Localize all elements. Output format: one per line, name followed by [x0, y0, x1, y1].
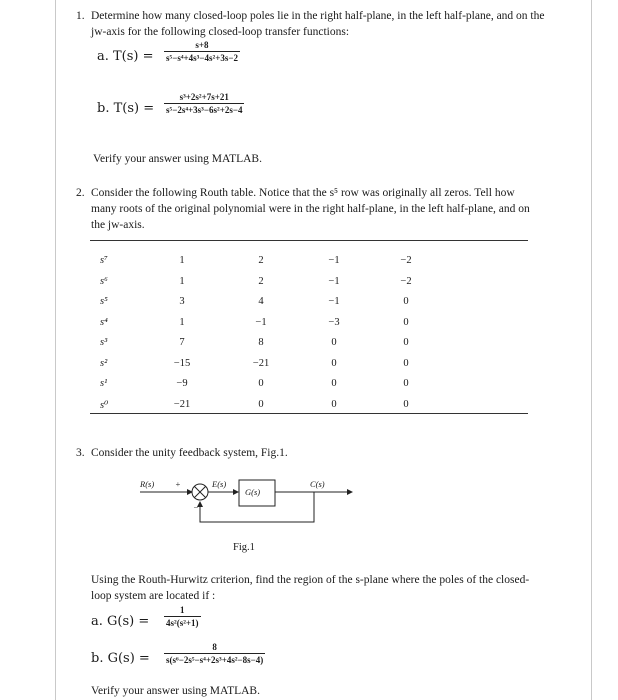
routh-cell: 2: [258, 275, 264, 287]
q2-number: 2.: [76, 187, 85, 199]
routh-cell: 2: [258, 255, 264, 266]
q3a-denominator: 4s²(s²+1): [166, 618, 199, 628]
q3b-numerator: 8: [212, 642, 217, 652]
plus-sign: +: [175, 479, 181, 489]
routh-row-power: s²: [100, 357, 108, 369]
q3b-denominator: s(s⁶−2s⁵−s⁴+2s³+4s²−8s−4): [166, 655, 264, 665]
q1a-denominator: s⁵−s⁴+4s³−4s²+3s−2: [166, 53, 238, 63]
routh-cell: 0: [403, 337, 409, 348]
q2-text-line2: many roots of the original polynomial were in the right half-plane, in the left half-plane, and on: [91, 203, 530, 215]
q3-text: Consider the unity feedback system, Fig.1.: [91, 447, 288, 459]
routh-cell: 0: [258, 378, 264, 389]
routh-cell: −9: [176, 378, 188, 389]
routh-cell: −2: [400, 275, 412, 287]
routh-cell: 0: [331, 398, 337, 410]
q1-text-line2: jw-axis for the following closed-loop transfer functions:: [91, 26, 350, 38]
routh-cell: 0: [331, 378, 337, 389]
routh-cell: 1: [179, 255, 185, 266]
q1-text-line1: Determine how many closed-loop poles lie in the right half-plane, in the left half-plane, and on the: [91, 10, 545, 22]
q3b-label: b. G(s) =: [91, 651, 150, 666]
q1-verify: Verify your answer using MATLAB.: [93, 153, 262, 165]
error-label: E(s): [212, 479, 227, 489]
figure-caption: Fig.1: [233, 542, 255, 553]
summing-junction: [192, 484, 208, 500]
routh-cell: 1: [179, 316, 185, 328]
routh-cell: 0: [331, 337, 337, 348]
routh-table-bottom-rule: [90, 413, 528, 414]
routh-row-power: s¹: [100, 378, 108, 389]
q2-text-line3: the jw-axis.: [91, 219, 145, 231]
routh-row-power: s⁶: [100, 275, 108, 287]
q1a-numerator: s+8: [195, 40, 209, 50]
routh-cell: −15: [173, 357, 191, 369]
q3a-label: a. G(s) =: [91, 614, 150, 629]
routh-cell: 7: [179, 337, 185, 348]
routh-cell: −1: [255, 316, 267, 328]
routh-cell: 0: [403, 296, 409, 307]
q1a-label: a. T(s) =: [97, 49, 154, 64]
routh-cell: 4: [258, 296, 264, 307]
routh-row-power: s⁰: [100, 399, 109, 411]
q1b-denominator: s⁵−2s⁴+3s³−6s²+2s−4: [166, 105, 243, 115]
routh-cell: 0: [403, 316, 409, 328]
q2-text-line1: Consider the following Routh table. Notice that the s⁵ row was originally all zeros. Tell how: [91, 187, 515, 199]
routh-cell: −3: [328, 316, 340, 328]
routh-cell: 0: [403, 378, 409, 389]
input-label: R(s): [140, 479, 155, 489]
plant-label: G(s): [245, 487, 261, 497]
minus-sign: −: [193, 502, 199, 512]
routh-cell: 0: [403, 357, 409, 369]
q3-number: 3.: [76, 447, 85, 459]
q3a-fraction: [164, 605, 201, 629]
routh-cell: −2: [400, 255, 412, 266]
routh-cell: 0: [403, 398, 409, 410]
q3a-numerator: 1: [180, 605, 185, 615]
q1b-label: b. T(s) =: [97, 101, 155, 116]
routh-cell: 3: [179, 296, 185, 307]
q1a-fraction: [164, 40, 240, 64]
routh-cell: 0: [258, 398, 264, 410]
q3-text2-line2: loop system are located if :: [91, 590, 216, 602]
routh-row-power: s⁴: [100, 316, 108, 328]
q1b-numerator: s³+2s²+7s+21: [179, 92, 229, 102]
routh-cell: −21: [173, 398, 191, 410]
routh-cell: 8: [258, 337, 264, 348]
routh-cell: 0: [331, 357, 337, 369]
q1b-fraction: [164, 92, 244, 116]
routh-row-power: s³: [100, 337, 108, 348]
routh-cell: −1: [328, 275, 340, 287]
routh-cell: −1: [328, 296, 340, 307]
output-label: C(s): [310, 479, 325, 489]
q1-number: 1.: [76, 10, 85, 22]
q3-verify: Verify your answer using MATLAB.: [91, 685, 260, 697]
routh-cell: 1: [179, 275, 185, 287]
q3-text2-line1: Using the Routh-Hurwitz criterion, find the region of the s-plane where the poles of the closed-: [91, 574, 530, 586]
routh-row-power: s⁷: [100, 255, 108, 266]
q3b-fraction: [164, 642, 265, 666]
routh-cell: −1: [328, 255, 340, 266]
routh-table-top-rule: [90, 240, 528, 241]
routh-row-power: s⁵: [100, 296, 108, 307]
routh-cell: −21: [252, 357, 270, 369]
